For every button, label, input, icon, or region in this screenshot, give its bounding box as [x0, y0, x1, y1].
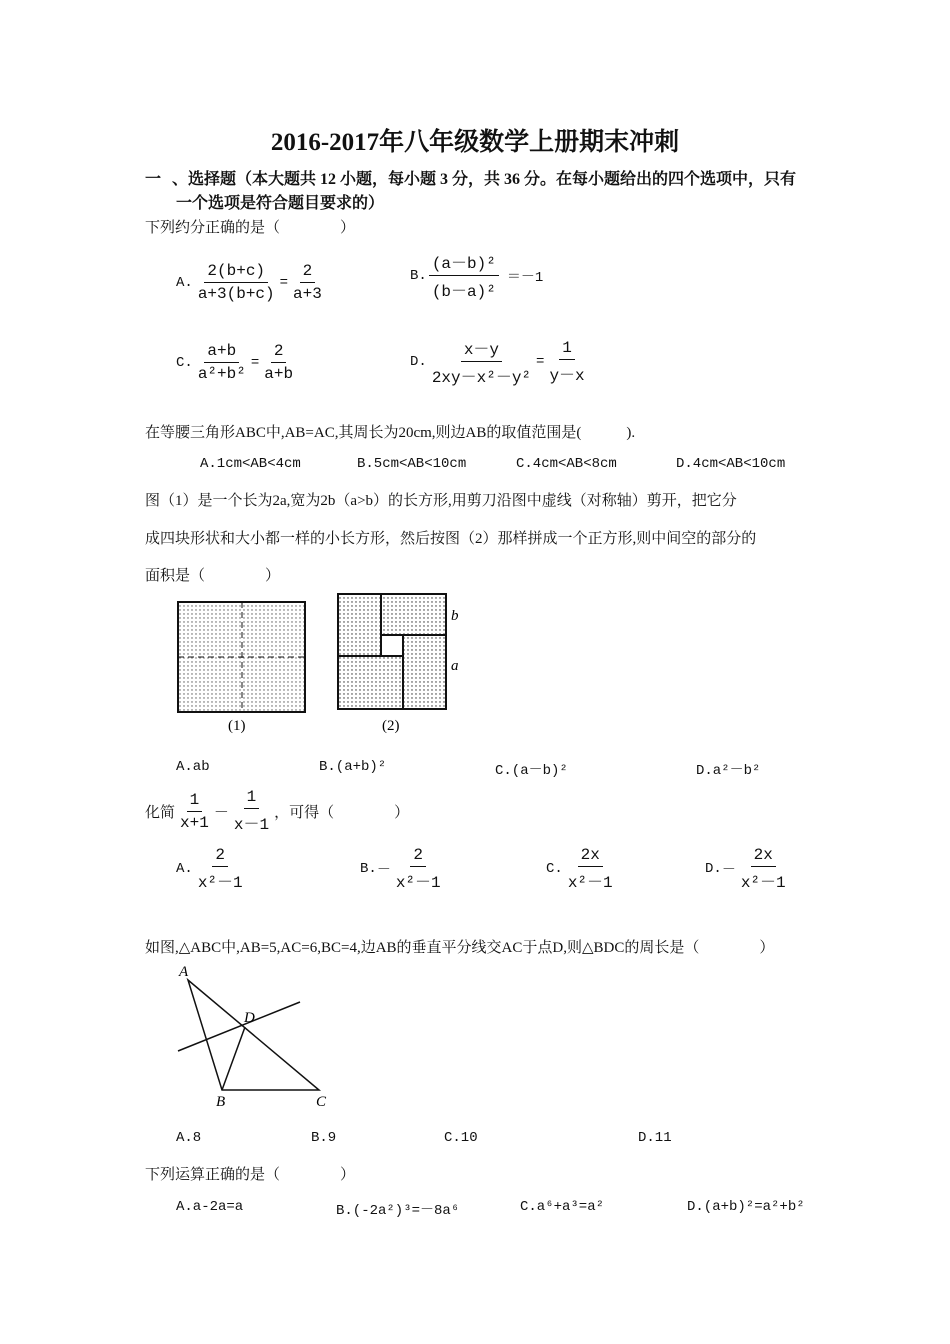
- section-heading-cont: 一个选项是符合题目要求的）: [176, 195, 385, 212]
- q3-option-d[interactable]: D.a²－b²: [696, 763, 761, 779]
- denominator: x²－1: [740, 874, 786, 892]
- equals-value: ＝－1: [506, 269, 544, 286]
- option-label: D.: [410, 353, 427, 370]
- label-a: a: [451, 658, 459, 674]
- option-label: C.: [176, 354, 193, 371]
- option-label: A.: [176, 274, 193, 291]
- q5-option-b[interactable]: B.9: [311, 1130, 337, 1146]
- q6-option-b[interactable]: B.(-2a²)³=－8a⁶: [336, 1203, 460, 1219]
- denominator: a²+b²: [197, 365, 246, 383]
- numerator: 2: [300, 262, 316, 283]
- sign: －: [721, 863, 736, 879]
- q1-option-c[interactable]: [176, 342, 298, 383]
- q6-option-a[interactable]: A.a-2a=a: [176, 1199, 244, 1215]
- equals: =: [536, 353, 545, 370]
- q2-option-d[interactable]: D.4cm<AB<10cm: [676, 456, 786, 472]
- numerator: 2x: [751, 846, 776, 867]
- q5-option-a[interactable]: A.8: [176, 1130, 202, 1146]
- figure-1-label: (1): [228, 718, 246, 734]
- point-d-label: D: [244, 1010, 255, 1026]
- fraction: [565, 846, 616, 892]
- denominator: a+3: [293, 285, 322, 303]
- option-label: B.: [360, 861, 377, 877]
- q4-stem: [145, 788, 409, 834]
- numerator: 1: [559, 339, 575, 360]
- q3-stem-2: 成四块形状和大小都一样的小长方形，然后按图（2）那样拼成一个正方形,则中间空的部分的: [145, 531, 757, 547]
- q5-stem: 如图,△ABC中,AB=5,AC=6,BC=4,边AB的垂直平分线交AC于点D,则△BDC的周长是（ ）: [145, 940, 775, 956]
- square-figure-2: [338, 594, 446, 709]
- point-b-label: B: [216, 1094, 226, 1110]
- denominator: x²－1: [395, 874, 441, 892]
- numerator: 2(b+c): [204, 262, 268, 283]
- numerator: x－y: [461, 336, 502, 362]
- denominator: y－x: [549, 366, 585, 385]
- q4-option-a[interactable]: [176, 846, 248, 892]
- numerator: 2: [410, 846, 426, 867]
- q1-option-b[interactable]: [410, 250, 543, 301]
- q3-option-c[interactable]: C.(a－b)²: [495, 763, 568, 779]
- q6-option-c[interactable]: C.a⁶+a³=a²: [520, 1199, 605, 1215]
- fraction: [195, 262, 278, 303]
- q3-option-a[interactable]: A.ab: [176, 759, 210, 775]
- fraction: [429, 250, 499, 301]
- denominator: x²－1: [567, 874, 613, 892]
- numerator: (a－b)²: [429, 250, 499, 276]
- label-b: b: [451, 608, 459, 624]
- denominator: a+b: [264, 365, 294, 383]
- fraction: [546, 339, 587, 385]
- q3-option-b[interactable]: B.(a+b)²: [319, 759, 387, 775]
- denominator: x+1: [180, 813, 209, 832]
- denominator: 2xy－x²－y²: [431, 369, 532, 387]
- page-title: 2016-2017年八年级数学上册期末冲刺: [270, 129, 680, 156]
- fraction: [393, 846, 444, 892]
- fraction: [738, 846, 789, 892]
- q1-option-d[interactable]: [410, 336, 590, 387]
- q4-option-c[interactable]: [546, 846, 618, 892]
- q6-stem: 下列运算正确的是（ ）: [145, 1167, 356, 1183]
- minus: －: [213, 804, 229, 821]
- denominator: x－1: [233, 816, 270, 834]
- q5-option-c[interactable]: C.10: [444, 1130, 478, 1146]
- option-label: D.: [705, 861, 722, 877]
- denominator: (b－a)²: [431, 283, 496, 301]
- sign: －: [376, 863, 391, 879]
- fraction: [261, 342, 296, 383]
- denominator: a+3(b+c): [197, 285, 275, 303]
- q3-stem-3: 面积是（ ）: [145, 568, 281, 584]
- q4-prefix: 化简: [145, 804, 176, 821]
- fraction: [429, 336, 534, 387]
- triangle-figure: [170, 960, 340, 1110]
- point-a-label: A: [179, 964, 189, 980]
- fraction: [195, 342, 249, 383]
- point-c-label: C: [316, 1094, 327, 1110]
- numerator: 1: [187, 791, 203, 812]
- numerator: 2: [271, 342, 287, 363]
- q2-option-c[interactable]: C.4cm<AB<8cm: [516, 456, 617, 472]
- q4-option-b[interactable]: [360, 846, 446, 892]
- q3-figure: [170, 588, 470, 738]
- q1-stem: 下列约分正确的是（ ）: [145, 220, 356, 236]
- numerator: a+b: [204, 342, 239, 363]
- equals: =: [250, 354, 260, 371]
- option-label: B.: [410, 267, 427, 284]
- q3-stem-1: 图（1）是一个长为2a,宽为2b（a>b）的长方形,用剪刀沿图中虚线（对称轴）剪开，把它分: [145, 493, 737, 509]
- fraction: [290, 262, 325, 303]
- option-label: C.: [546, 861, 563, 877]
- option-label: A.: [176, 861, 193, 877]
- section-heading: 、选择题（本大题共 12 小题，每小题 3 分，共 36 分。在每小题给出的四个选项中，只有: [172, 171, 797, 188]
- q5-option-d[interactable]: D.11: [638, 1130, 672, 1146]
- q1-option-a[interactable]: [176, 262, 327, 303]
- numerator: 2x: [578, 846, 603, 867]
- q4-suffix: ，可得（ ）: [274, 804, 410, 821]
- section-number: 一: [145, 171, 162, 188]
- equals: =: [279, 274, 289, 291]
- q2-stem: 在等腰三角形ABC中,AB=AC,其周长为20cm,则边AB的取值范围是( ).: [145, 425, 636, 441]
- figure-2-label: (2): [382, 718, 400, 734]
- numerator: 1: [244, 788, 260, 809]
- fraction: [231, 788, 272, 834]
- q2-option-a[interactable]: A.1cm<AB<4cm: [200, 456, 301, 472]
- q4-option-d[interactable]: [705, 846, 791, 892]
- fraction: [195, 846, 246, 892]
- numerator: 2: [212, 846, 228, 867]
- denominator: x²－1: [197, 874, 243, 892]
- fraction: [177, 791, 212, 832]
- q2-option-b[interactable]: B.5cm<AB<10cm: [357, 456, 467, 472]
- q6-option-d[interactable]: D.(a+b)²=a²+b²: [687, 1199, 805, 1215]
